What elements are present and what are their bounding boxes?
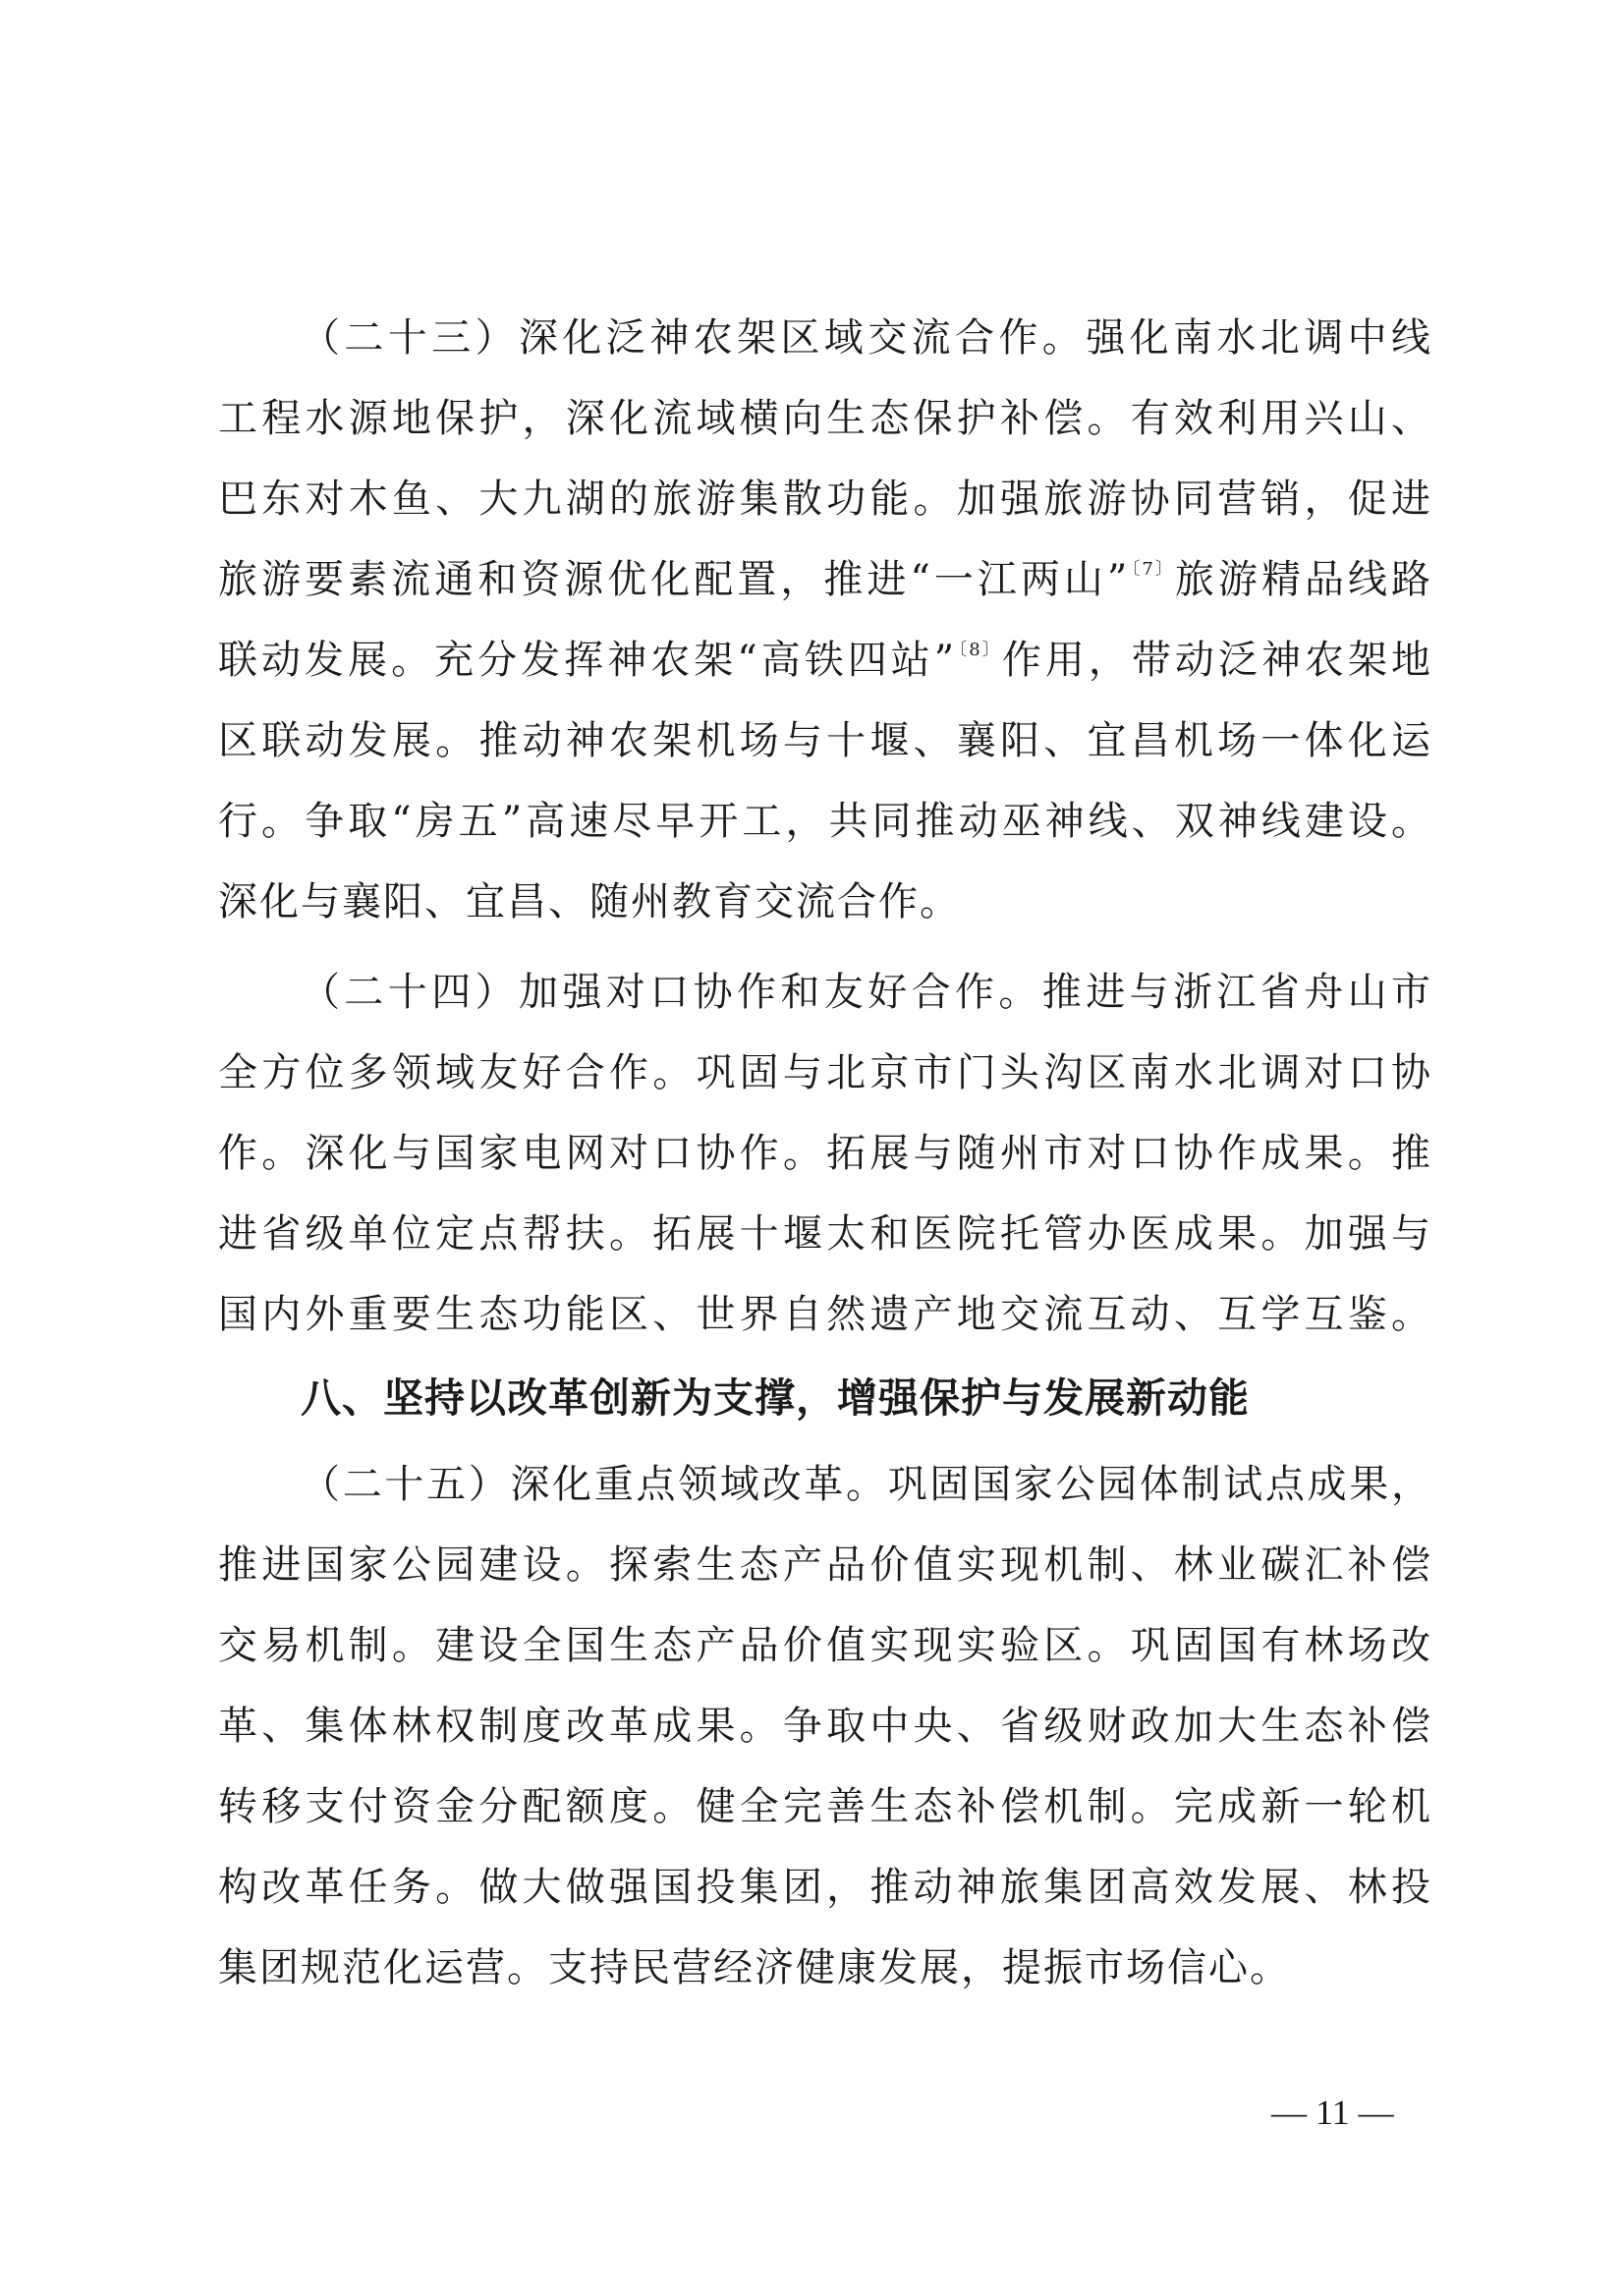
paragraph-24-line-4: 进省级单位定点帮扶。拓展十堰太和医院托管办医成果。加强与 [218,1211,1432,1257]
paragraph-23-line-1: （二十三）深化泛神农架区域交流合作。强化南水北调中线 [301,315,1432,361]
paragraph-23-line-3: 巴东对木鱼、大九湖的旅游集散功能。加强旅游协同营销，促进 [218,476,1432,522]
paragraph-24-line-5: 国内外重要生态功能区、世界自然遗产地交流互动、互学互鉴。 [218,1292,1432,1337]
paragraph-23-line-7: 行。争取“房五”高速尽早开工，共同推动巫神线、双神线建设。 [218,799,1432,844]
paragraph-25-line-4: 革、集体林权制度改革成果。争取中央、省级财政加大生态补偿 [218,1704,1432,1749]
paragraph-23-line-8: 深化与襄阳、宜昌、随州教育交流合作。 [218,879,961,924]
paragraph-23-line-5-tail: 作用，带动泛神农架地 [1001,638,1433,683]
paragraph-25-line-6: 构改革任务。做大做强国投集团，推动神旅集团高效发展、林投 [218,1865,1432,1910]
paragraph-24-line-1: （二十四）加强对口协作和友好合作。推进与浙江省舟山市 [301,970,1432,1015]
paragraph-23-line-5 [218,620,1432,700]
paragraph-25-line-1: （二十五）深化重点领域改革。巩固国家公园体制试点成果， [301,1462,1432,1507]
paragraph-25-line-3: 交易机制。建设全国生态产品价值实现实验区。巩固国有林场改 [218,1623,1432,1668]
paragraph-25-line-7: 集团规范化运营。支持民营经济健康发展，提振市场信心。 [218,1945,1291,1990]
paragraph-23-line-4-head: 旅游要素流通和资源优化配置，推进“一江两山” [218,557,1130,602]
section-heading: 八、坚持以改革创新为支撑，增强保护与发展新动能 [301,1374,1250,1422]
paragraph-23-line-4-tail: 旅游精品线路 [1174,557,1433,602]
footnote-ref-8: 〔8〕 [956,640,1002,660]
page-number: — 11 — [1271,2093,1394,2132]
paragraph-24-line-3: 作。深化与国家电网对口协作。拓展与随州市对口协作成果。推 [218,1131,1432,1176]
footnote-ref-7: 〔7〕 [1129,559,1175,580]
paragraph-25-line-2: 推进国家公园建设。探索生态产品价值实现机制、林业碳汇补偿 [218,1542,1432,1588]
paragraph-24-line-2: 全方位多领域友好合作。巩固与北京市门头沟区南水北调对口协 [218,1050,1432,1095]
paragraph-25-line-5: 转移支付资金分配额度。健全完善生态补偿机制。完成新一轮机 [218,1784,1432,1829]
paragraph-23-line-4 [218,539,1432,620]
paragraph-23-line-5-head: 联动发展。充分发挥神农架“高铁四站” [218,638,957,683]
paragraph-23-line-2: 工程水源地保护，深化流域横向生态保护补偿。有效利用兴山、 [218,396,1432,441]
paragraph-23-line-6: 区联动发展。推动神农架机场与十堰、襄阳、宜昌机场一体化运 [218,718,1432,763]
